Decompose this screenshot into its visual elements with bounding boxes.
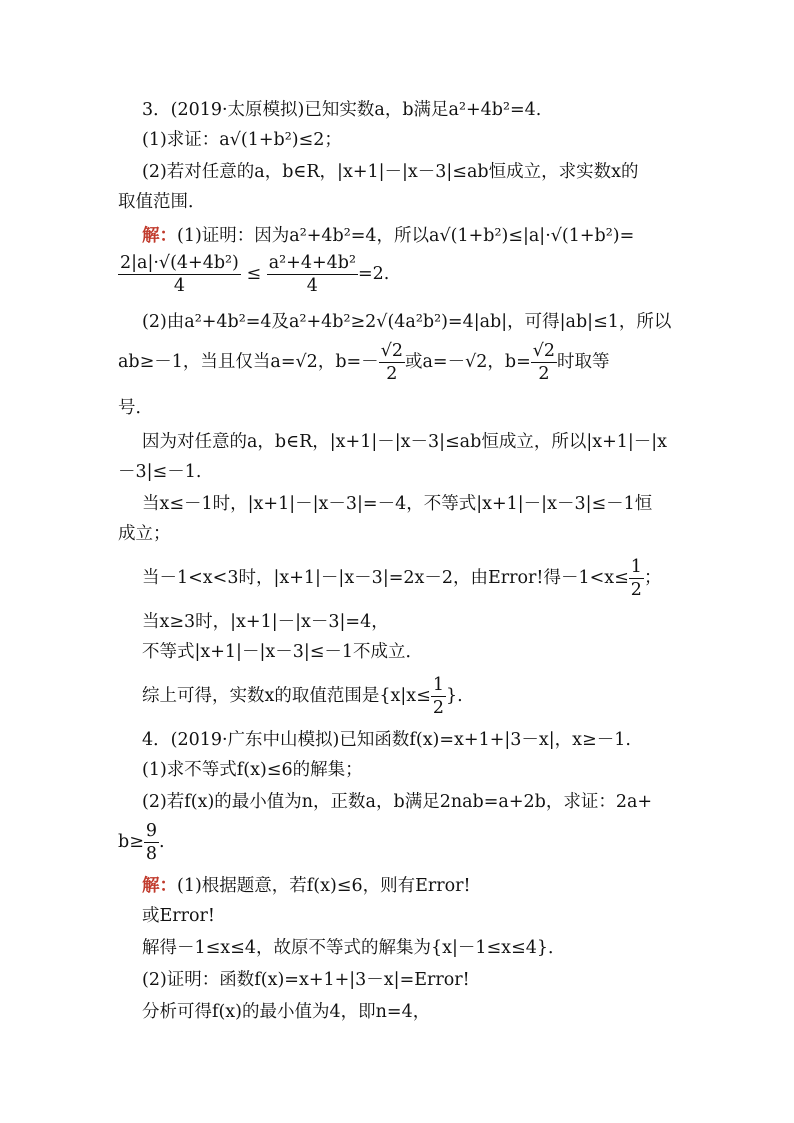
- solution-4-part-1-text: (1)根据题意，若f(x)≤6，则有Error!: [177, 876, 471, 896]
- solution-3-line-11: －3|≤－1.: [118, 462, 202, 482]
- fraction-1: [118, 252, 241, 297]
- solution-3-part-2-line: (2)由a²+4b²=4及a²+4b²≥2√(4a²b²)=4|ab|，可得|ab|≤1，所以: [142, 312, 672, 332]
- fraction-sqrt2-over-2-a: [379, 340, 405, 385]
- problem-4-part-2: (2)若f(x)的最小值为n，正数a，b满足2nab=a+2b，求证：2a+: [142, 792, 653, 812]
- solution-3-line-15: 当x≥3时，|x+1|－|x－3|=4，: [142, 612, 389, 632]
- fraction-numerator: √2: [380, 341, 403, 361]
- fraction-numerator: 1: [630, 557, 642, 577]
- problem-3-part-2-cont: 取值范围．: [118, 192, 206, 212]
- solution-3-equality-line: [118, 340, 610, 385]
- solution-3-line-16: 不等式|x+1|－|x－3|≤－1不成立．: [142, 642, 424, 662]
- solution-4-line-23: 或Error!: [142, 906, 215, 926]
- solution-3-line-12: 当x≤－1时，|x+1|－|x－3|=－4，不等式|x+1|－|x－3|≤－1恒: [142, 494, 653, 514]
- fraction-one-half: [629, 556, 644, 601]
- problem-3-statement: 3．(2019·太原模拟)已知实数a，b满足a²+4b²=4.: [142, 100, 542, 120]
- fraction-1-numerator: 2|a|·√(4+4b²): [120, 253, 239, 273]
- solution-4-part-1-line: [142, 874, 471, 898]
- fraction-denominator: 2: [386, 364, 398, 384]
- solution-4-line-24: 解得－1≤x≤4，故原不等式的解集为{x|－1≤x≤4}．: [142, 938, 566, 958]
- conclusion-tail: }.: [445, 686, 463, 706]
- inequality-head: b≥: [118, 832, 144, 852]
- fraction-2: [267, 252, 358, 297]
- solution-3-line-13: 成立；: [118, 524, 171, 544]
- fraction-numerator: √2: [532, 341, 556, 361]
- solution-3-part-1-text: (1)证明：因为a²+4b²=4，所以a√(1+b²)≤|a|·√(1+b²)=: [177, 226, 635, 246]
- problem-4-statement: 4．(2019·广东中山模拟)已知函数f(x)=x+1+|3－x|，x≥－1.: [142, 730, 631, 750]
- inequality-tail: .: [159, 832, 165, 852]
- solution-label: 解：: [142, 876, 177, 896]
- fraction-denominator: 2: [432, 698, 444, 718]
- solution-3-conclusion: [142, 674, 463, 719]
- equality-mid: 或a=－√2，b=: [404, 352, 531, 372]
- le-sign: ≤: [246, 264, 262, 284]
- equality-tail: 时取等: [557, 352, 610, 372]
- problem-4-part-1: (1)求不等式f(x)≤6的解集；: [142, 760, 363, 780]
- fraction-line-tail: =2.: [357, 264, 390, 284]
- solution-4-line-25: (2)证明：函数f(x)=x+1+|3－x|=Error!: [142, 970, 470, 990]
- equality-head: ab≥－1，当且仅当a=√2，b=－: [118, 352, 379, 372]
- fraction-denominator: 2: [630, 580, 642, 600]
- case-2-head: 当－1<x<3时，|x+1|－|x－3|=2x－2，由Error!得－1<x≤: [142, 568, 629, 588]
- problem-3-part-1: (1)求证：a√(1+b²)≤2；: [142, 130, 342, 150]
- fraction-denominator: 2: [538, 364, 550, 384]
- fraction-2-numerator: a²+4+4b²: [268, 253, 356, 273]
- solution-3-line-10: 因为对任意的a，b∈R，|x+1|－|x－3|≤ab恒成立，所以|x+1|－|x: [142, 432, 668, 452]
- fraction-denominator: 8: [145, 844, 158, 864]
- fraction-numerator: 9: [145, 821, 158, 841]
- solution-3-part-1-line: [142, 224, 634, 248]
- problem-4-part-2-cont: [118, 820, 165, 865]
- fraction-sqrt2-over-2-b: [531, 340, 557, 385]
- fraction-1-denominator: 4: [173, 276, 186, 296]
- solution-3-line-14: [142, 556, 661, 601]
- case-2-tail: ；: [643, 568, 662, 588]
- fraction-2-denominator: 4: [306, 276, 318, 296]
- solution-3-fraction-line: [118, 252, 389, 297]
- conclusion-head: 综上可得，实数x的取值范围是{x|x≤: [142, 686, 431, 706]
- fraction-one-half-conclusion: [431, 674, 446, 719]
- fraction-numerator: 1: [432, 675, 444, 695]
- solution-3-line-9: 号．: [118, 398, 153, 418]
- solution-4-line-26: 分析可得f(x)的最小值为4，即n=4，: [142, 1002, 431, 1022]
- fraction-nine-eighths: [144, 820, 159, 865]
- problem-3-part-2: (2)若对任意的a，b∈R，|x+1|－|x－3|≤ab恒成立，求实数x的: [142, 162, 639, 182]
- solution-label: 解：: [142, 226, 177, 246]
